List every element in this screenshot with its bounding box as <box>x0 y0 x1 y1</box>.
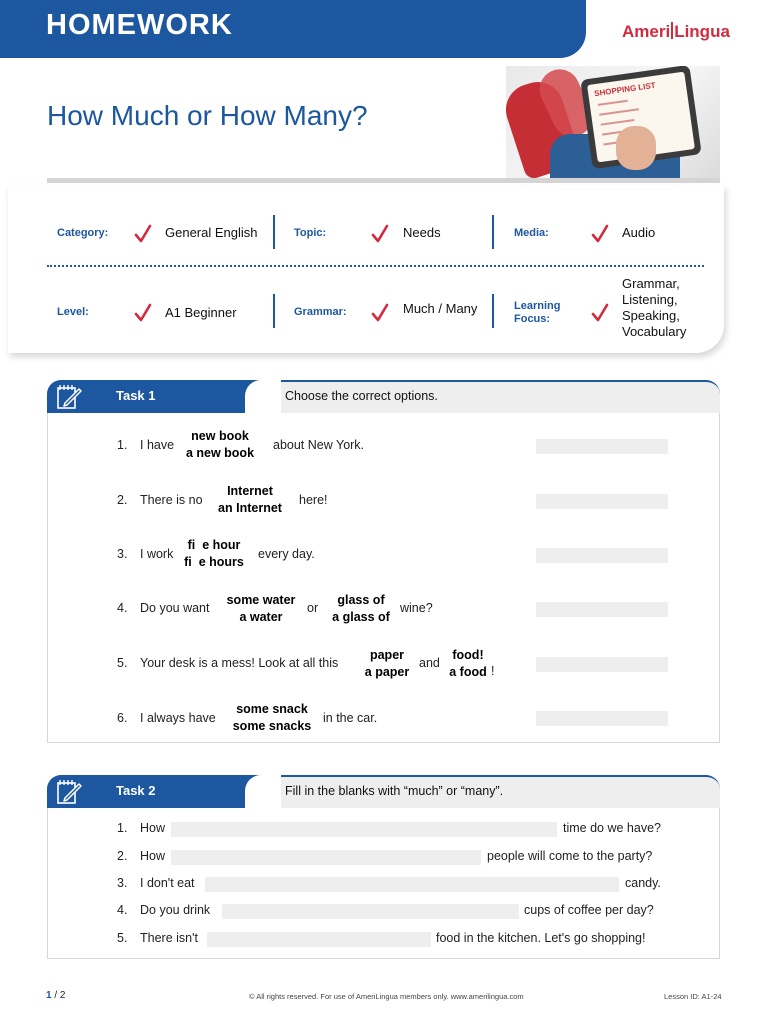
task1-item-text: ! <box>491 664 495 678</box>
logo-bar-icon <box>671 22 673 39</box>
task1-item-text: wine? <box>400 601 433 615</box>
task1-item-text: every day. <box>258 547 315 561</box>
task1-option-choice-2[interactable] <box>446 647 490 681</box>
task1-item-text: I work <box>140 547 174 561</box>
task2-instruction: Fill in the blanks with “much” or “many”. <box>285 784 504 798</box>
task1-item-number: 6. <box>117 711 128 725</box>
learning-focus-label <box>514 300 560 326</box>
task1-item-text: Your desk is a mess! Look at all this <box>140 656 339 670</box>
lesson-info-box <box>8 185 724 353</box>
task1-item-text: in the car. <box>323 711 378 725</box>
task1-body <box>47 413 720 743</box>
option-a[interactable]: glass of <box>337 593 385 607</box>
focus-value-2: Listening, <box>622 292 678 307</box>
info-dotted-divider <box>47 265 704 267</box>
task2-item-number: 3. <box>117 876 128 890</box>
task2-item-number: 1. <box>117 821 128 835</box>
option-b[interactable]: some snacks <box>232 719 312 733</box>
logo-right-text: Lingua <box>674 22 730 41</box>
option-b[interactable]: an Internet <box>218 501 282 515</box>
task2-item-number: 5. <box>117 931 128 945</box>
task2-name: Task 2 <box>116 783 156 798</box>
header-title: HOMEWORK <box>46 9 233 41</box>
task1-header <box>47 380 720 413</box>
task1-item-text: and <box>419 656 440 670</box>
footer-copyright: © All rights reserved. For use of AmeriLingua members only. www.amerilingua.com <box>249 992 524 1001</box>
notepad-pencil-icon <box>55 383 83 410</box>
grammar-label: Grammar: <box>294 306 347 318</box>
task1-answer-field[interactable] <box>536 657 668 672</box>
option-a[interactable]: food! <box>452 648 484 662</box>
task1-item-text: or <box>307 601 319 615</box>
task2-item-number: 4. <box>117 903 128 917</box>
task1-item-text: I have <box>140 438 175 452</box>
task1-instruction: Choose the correct options. <box>285 389 438 403</box>
task2-blank-field[interactable] <box>207 932 431 947</box>
list-line <box>598 100 628 106</box>
focus-value-3: Speaking, <box>622 308 680 323</box>
task1-option-choice[interactable] <box>218 592 304 626</box>
option-b[interactable]: a food <box>449 665 487 679</box>
task2-item-text: How <box>140 849 166 863</box>
option-a[interactable]: some snack <box>236 702 308 716</box>
task1-answer-field[interactable] <box>536 548 668 563</box>
task1-option-choice[interactable] <box>177 537 251 571</box>
task2-item-text: time do we have? <box>563 821 661 835</box>
task2-blank-field[interactable] <box>171 850 481 865</box>
grammar-value: Much / Many <box>403 301 478 316</box>
task2-item-text: cups of coffee per day? <box>524 903 654 917</box>
task2-item-text: food in the kitchen. Let's go shopping! <box>436 931 646 945</box>
task1-item-text: here! <box>299 493 328 507</box>
page-current: 1 <box>46 990 52 1001</box>
task1-item-text: about New York. <box>273 438 365 452</box>
task1-item-text: Do you want <box>140 601 210 615</box>
option-b[interactable]: fi e hours <box>184 555 244 569</box>
focus-value-4: Vocabulary <box>622 324 687 339</box>
focus-value-1: Grammar, <box>622 276 680 291</box>
logo-left-text: Ameri <box>622 22 671 41</box>
tablet-screen-text: SHOPPING LIST <box>593 80 657 99</box>
shopping-list-photo <box>506 66 720 178</box>
task1-item-number: 2. <box>117 493 128 507</box>
task2-item-text: I don't eat <box>140 876 195 890</box>
footer-lesson-id: Lesson ID: A1-24 <box>664 992 722 1001</box>
page-title: How Much or How Many? <box>47 100 368 131</box>
task2-blank-field[interactable] <box>171 822 557 837</box>
category-label: Category: <box>57 227 109 239</box>
topic-value: Needs <box>403 225 441 240</box>
task1-answer-field[interactable] <box>536 602 668 617</box>
learning-focus-value <box>622 276 686 340</box>
checkmark-icon <box>370 224 390 244</box>
task1-option-choice-2[interactable] <box>324 592 398 626</box>
option-a[interactable]: some water <box>226 593 296 607</box>
option-b[interactable]: a new book <box>185 446 255 460</box>
focus-label-line-2: Focus: <box>514 313 551 325</box>
option-b[interactable]: a water <box>239 610 283 624</box>
task2-blank-field[interactable] <box>222 904 519 919</box>
task1-option-choice[interactable] <box>224 701 320 735</box>
task1-answer-field[interactable] <box>536 439 668 454</box>
option-b[interactable]: a paper <box>364 665 410 679</box>
checkmark-icon <box>133 224 153 244</box>
info-separator <box>492 294 494 328</box>
media-value: Audio <box>622 225 656 240</box>
task1-item-text: There is no <box>140 493 203 507</box>
task1-name: Task 1 <box>116 388 156 403</box>
option-a[interactable]: paper <box>369 648 405 662</box>
hand-shape <box>616 126 656 170</box>
option-a[interactable]: fi e hour <box>187 538 241 552</box>
task1-answer-field[interactable] <box>536 711 668 726</box>
task1-item-number: 3. <box>117 547 128 561</box>
level-value: A1 Beginner <box>165 305 237 320</box>
page-number <box>46 990 65 1001</box>
task2-blank-field[interactable] <box>205 877 619 892</box>
level-label: Level: <box>57 306 89 318</box>
task2-item-text: How <box>140 821 166 835</box>
info-separator <box>273 294 275 328</box>
task1-option-choice[interactable] <box>180 428 260 462</box>
title-divider <box>47 178 720 183</box>
checkmark-icon <box>590 303 610 323</box>
amerilingua-logo <box>622 22 730 42</box>
info-separator <box>273 215 275 249</box>
list-line <box>599 108 639 116</box>
task1-option-choice[interactable] <box>210 483 290 517</box>
page-total: / 2 <box>51 990 66 1001</box>
topic-label: Topic: <box>294 227 327 239</box>
task1-item-number: 1. <box>117 438 128 452</box>
task1-item-number: 5. <box>117 656 128 670</box>
checkmark-icon <box>133 303 153 323</box>
media-label: Media: <box>514 227 549 239</box>
checkmark-icon <box>590 224 610 244</box>
task1-item-text: I always have <box>140 711 216 725</box>
focus-label-line-1: Learning <box>514 300 561 312</box>
task1-item-number: 4. <box>117 601 128 615</box>
task2-item-text: There isn't <box>140 931 198 945</box>
option-a[interactable]: new book <box>191 429 249 443</box>
task2-item-number: 2. <box>117 849 128 863</box>
notepad-pencil-icon <box>55 778 83 805</box>
option-b[interactable]: a glass of <box>332 610 390 624</box>
task1-option-choice[interactable] <box>357 647 417 681</box>
list-line <box>601 119 635 126</box>
category-value: General English <box>165 225 258 240</box>
task1-answer-field[interactable] <box>536 494 668 509</box>
checkmark-icon <box>370 303 390 323</box>
task2-item-text: Do you drink <box>140 903 211 917</box>
task2-item-text: people will come to the party? <box>487 849 653 863</box>
task2-item-text: candy. <box>625 876 661 890</box>
task2-header <box>47 775 720 808</box>
info-separator <box>492 215 494 249</box>
option-a[interactable]: Internet <box>227 484 273 498</box>
